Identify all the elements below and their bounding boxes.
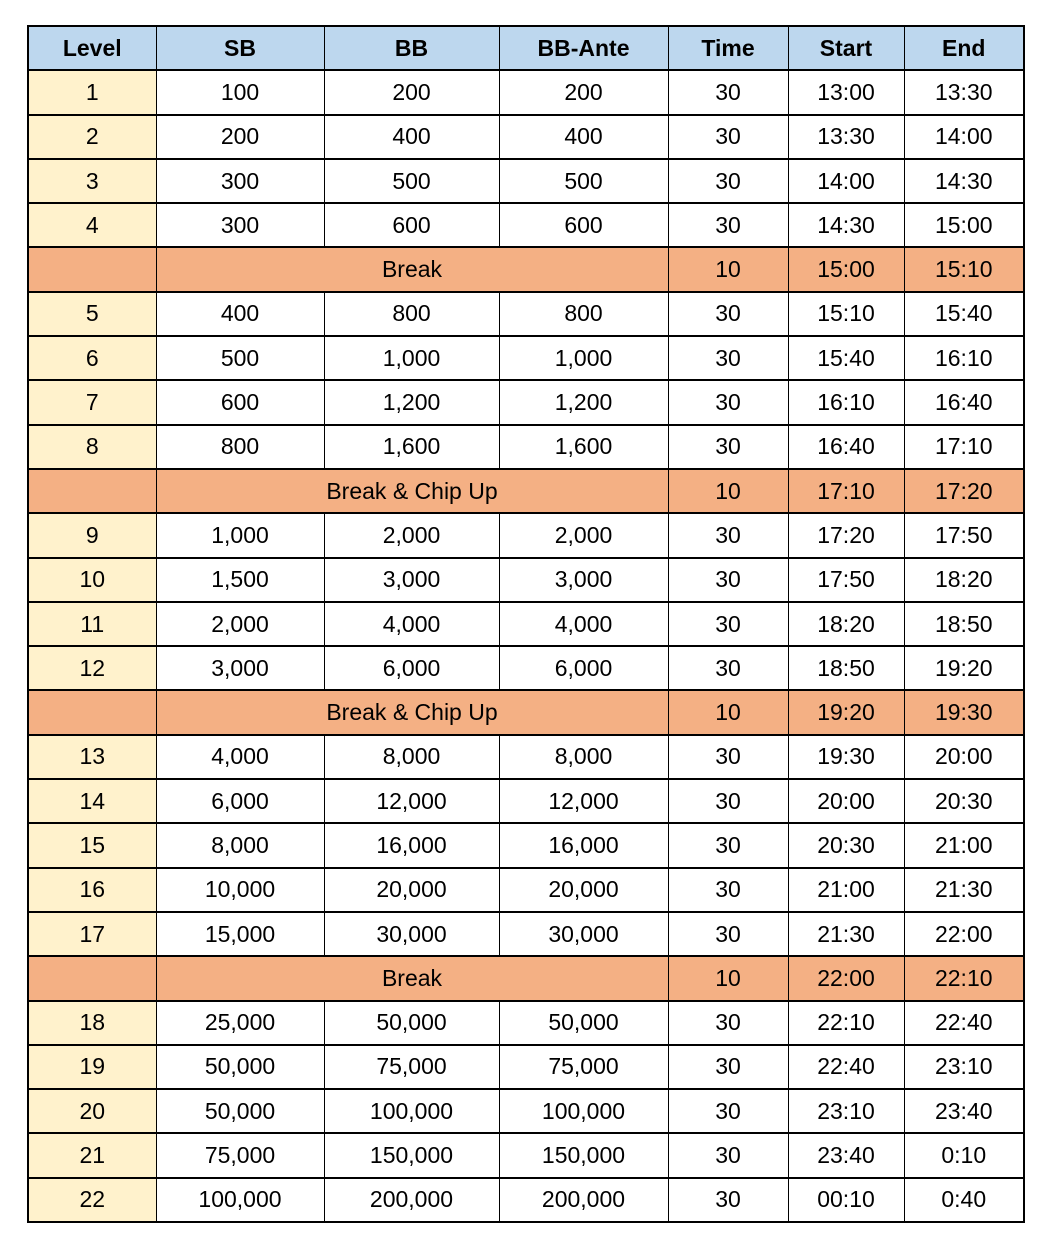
- bb-cell: 16,000: [324, 823, 499, 867]
- break-label-cell: Break: [156, 247, 668, 291]
- sb-cell: 3,000: [156, 646, 324, 690]
- end-cell: 23:10: [904, 1045, 1024, 1089]
- level-cell: 12: [28, 646, 156, 690]
- bb-cell: 200: [324, 70, 499, 114]
- level-row: [28, 513, 1024, 557]
- table-header: [28, 26, 1024, 70]
- level-cell: 14: [28, 779, 156, 823]
- sb-cell: 10,000: [156, 868, 324, 912]
- end-cell: 16:10: [904, 336, 1024, 380]
- level-cell: 21: [28, 1133, 156, 1177]
- bb-ante-cell: 600: [499, 203, 668, 247]
- bb-ante-cell: 16,000: [499, 823, 668, 867]
- bb-cell: 400: [324, 115, 499, 159]
- header-bb-ante: BB-Ante: [499, 26, 668, 70]
- sb-cell: 300: [156, 203, 324, 247]
- header-level: Level: [28, 26, 156, 70]
- bb-cell: 20,000: [324, 868, 499, 912]
- bb-cell: 12,000: [324, 779, 499, 823]
- level-row: [28, 203, 1024, 247]
- level-cell: 18: [28, 1001, 156, 1045]
- start-cell: 16:40: [788, 425, 904, 469]
- end-cell: 18:20: [904, 558, 1024, 602]
- bb-ante-cell: 100,000: [499, 1089, 668, 1133]
- level-row: [28, 646, 1024, 690]
- break-label-cell: Break & Chip Up: [156, 690, 668, 734]
- time-cell: 30: [668, 70, 788, 114]
- level-row: [28, 558, 1024, 602]
- level-cell: 9: [28, 513, 156, 557]
- level-cell: 15: [28, 823, 156, 867]
- end-cell: 17:50: [904, 513, 1024, 557]
- bb-ante-cell: 50,000: [499, 1001, 668, 1045]
- level-cell: 20: [28, 1089, 156, 1133]
- sb-cell: 50,000: [156, 1089, 324, 1133]
- bb-ante-cell: 12,000: [499, 779, 668, 823]
- start-cell: 00:10: [788, 1178, 904, 1222]
- break-row: [28, 469, 1024, 513]
- start-cell: 22:40: [788, 1045, 904, 1089]
- level-row: [28, 336, 1024, 380]
- level-row: [28, 823, 1024, 867]
- level-row: [28, 912, 1024, 956]
- time-cell: 30: [668, 558, 788, 602]
- end-cell: 23:40: [904, 1089, 1024, 1133]
- sb-cell: 8,000: [156, 823, 324, 867]
- time-cell: 30: [668, 823, 788, 867]
- start-cell: 22:10: [788, 1001, 904, 1045]
- bb-ante-cell: 2,000: [499, 513, 668, 557]
- end-cell: 14:30: [904, 159, 1024, 203]
- header-sb: SB: [156, 26, 324, 70]
- end-cell: 22:40: [904, 1001, 1024, 1045]
- bb-ante-cell: 200,000: [499, 1178, 668, 1222]
- break-end-cell: 15:10: [904, 247, 1024, 291]
- header-row: [28, 26, 1024, 70]
- end-cell: 18:50: [904, 602, 1024, 646]
- break-level-cell: [28, 690, 156, 734]
- sb-cell: 100: [156, 70, 324, 114]
- time-cell: 30: [668, 735, 788, 779]
- level-row: [28, 70, 1024, 114]
- level-cell: 2: [28, 115, 156, 159]
- bb-ante-cell: 30,000: [499, 912, 668, 956]
- end-cell: 16:40: [904, 380, 1024, 424]
- start-cell: 19:30: [788, 735, 904, 779]
- sb-cell: 25,000: [156, 1001, 324, 1045]
- bb-cell: 200,000: [324, 1178, 499, 1222]
- break-start-cell: 19:20: [788, 690, 904, 734]
- level-cell: 19: [28, 1045, 156, 1089]
- level-cell: 16: [28, 868, 156, 912]
- end-cell: 20:30: [904, 779, 1024, 823]
- bb-cell: 8,000: [324, 735, 499, 779]
- break-end-cell: 17:20: [904, 469, 1024, 513]
- sb-cell: 6,000: [156, 779, 324, 823]
- bb-ante-cell: 3,000: [499, 558, 668, 602]
- bb-ante-cell: 1,600: [499, 425, 668, 469]
- sb-cell: 800: [156, 425, 324, 469]
- time-cell: 30: [668, 1001, 788, 1045]
- header-time: Time: [668, 26, 788, 70]
- break-level-cell: [28, 469, 156, 513]
- end-cell: 17:10: [904, 425, 1024, 469]
- sb-cell: 4,000: [156, 735, 324, 779]
- end-cell: 15:00: [904, 203, 1024, 247]
- end-cell: 0:40: [904, 1178, 1024, 1222]
- start-cell: 17:50: [788, 558, 904, 602]
- start-cell: 14:00: [788, 159, 904, 203]
- bb-cell: 500: [324, 159, 499, 203]
- level-cell: 10: [28, 558, 156, 602]
- bb-cell: 2,000: [324, 513, 499, 557]
- time-cell: 30: [668, 380, 788, 424]
- level-cell: 13: [28, 735, 156, 779]
- start-cell: 23:40: [788, 1133, 904, 1177]
- level-row: [28, 1133, 1024, 1177]
- time-cell: 30: [668, 1045, 788, 1089]
- end-cell: 21:00: [904, 823, 1024, 867]
- end-cell: 14:00: [904, 115, 1024, 159]
- time-cell: 30: [668, 425, 788, 469]
- level-row: [28, 380, 1024, 424]
- time-cell: 30: [668, 646, 788, 690]
- start-cell: 13:30: [788, 115, 904, 159]
- bb-cell: 600: [324, 203, 499, 247]
- start-cell: 20:30: [788, 823, 904, 867]
- time-cell: 30: [668, 292, 788, 336]
- header-bb: BB: [324, 26, 499, 70]
- level-cell: 3: [28, 159, 156, 203]
- level-row: [28, 868, 1024, 912]
- break-row: [28, 247, 1024, 291]
- level-row: [28, 1178, 1024, 1222]
- level-row: [28, 1089, 1024, 1133]
- sb-cell: 200: [156, 115, 324, 159]
- bb-cell: 4,000: [324, 602, 499, 646]
- end-cell: 19:20: [904, 646, 1024, 690]
- bb-ante-cell: 1,000: [499, 336, 668, 380]
- bb-cell: 3,000: [324, 558, 499, 602]
- time-cell: 30: [668, 602, 788, 646]
- level-cell: 17: [28, 912, 156, 956]
- break-time-cell: 10: [668, 469, 788, 513]
- bb-ante-cell: 1,200: [499, 380, 668, 424]
- bb-cell: 150,000: [324, 1133, 499, 1177]
- break-time-cell: 10: [668, 690, 788, 734]
- bb-ante-cell: 400: [499, 115, 668, 159]
- sb-cell: 600: [156, 380, 324, 424]
- start-cell: 13:00: [788, 70, 904, 114]
- time-cell: 30: [668, 203, 788, 247]
- time-cell: 30: [668, 868, 788, 912]
- level-row: [28, 735, 1024, 779]
- table-body: [28, 70, 1024, 1222]
- level-row: [28, 292, 1024, 336]
- bb-cell: 30,000: [324, 912, 499, 956]
- end-cell: 22:00: [904, 912, 1024, 956]
- bb-ante-cell: 20,000: [499, 868, 668, 912]
- sb-cell: 50,000: [156, 1045, 324, 1089]
- header-end: End: [904, 26, 1024, 70]
- time-cell: 30: [668, 115, 788, 159]
- break-start-cell: 17:10: [788, 469, 904, 513]
- start-cell: 18:50: [788, 646, 904, 690]
- level-cell: 1: [28, 70, 156, 114]
- start-cell: 15:40: [788, 336, 904, 380]
- time-cell: 30: [668, 336, 788, 380]
- break-row: [28, 690, 1024, 734]
- header-start: Start: [788, 26, 904, 70]
- bb-ante-cell: 500: [499, 159, 668, 203]
- break-label-cell: Break: [156, 956, 668, 1000]
- end-cell: 20:00: [904, 735, 1024, 779]
- break-row: [28, 956, 1024, 1000]
- level-cell: 5: [28, 292, 156, 336]
- time-cell: 30: [668, 1089, 788, 1133]
- sb-cell: 2,000: [156, 602, 324, 646]
- blind-structure-table: [27, 25, 1025, 1223]
- break-end-cell: 19:30: [904, 690, 1024, 734]
- time-cell: 30: [668, 1133, 788, 1177]
- bb-cell: 50,000: [324, 1001, 499, 1045]
- level-cell: 7: [28, 380, 156, 424]
- bb-ante-cell: 150,000: [499, 1133, 668, 1177]
- bb-ante-cell: 8,000: [499, 735, 668, 779]
- sb-cell: 1,500: [156, 558, 324, 602]
- sb-cell: 1,000: [156, 513, 324, 557]
- bb-ante-cell: 4,000: [499, 602, 668, 646]
- break-time-cell: 10: [668, 247, 788, 291]
- break-start-cell: 15:00: [788, 247, 904, 291]
- sb-cell: 300: [156, 159, 324, 203]
- break-end-cell: 22:10: [904, 956, 1024, 1000]
- end-cell: 21:30: [904, 868, 1024, 912]
- level-cell: 6: [28, 336, 156, 380]
- level-cell: 22: [28, 1178, 156, 1222]
- bb-ante-cell: 75,000: [499, 1045, 668, 1089]
- level-row: [28, 602, 1024, 646]
- bb-cell: 1,200: [324, 380, 499, 424]
- level-row: [28, 115, 1024, 159]
- end-cell: 13:30: [904, 70, 1024, 114]
- level-cell: 11: [28, 602, 156, 646]
- sb-cell: 400: [156, 292, 324, 336]
- sb-cell: 15,000: [156, 912, 324, 956]
- bb-cell: 75,000: [324, 1045, 499, 1089]
- start-cell: 15:10: [788, 292, 904, 336]
- break-start-cell: 22:00: [788, 956, 904, 1000]
- level-row: [28, 779, 1024, 823]
- break-label-cell: Break & Chip Up: [156, 469, 668, 513]
- time-cell: 30: [668, 159, 788, 203]
- sb-cell: 100,000: [156, 1178, 324, 1222]
- break-level-cell: [28, 247, 156, 291]
- level-row: [28, 1001, 1024, 1045]
- bb-ante-cell: 800: [499, 292, 668, 336]
- level-row: [28, 425, 1024, 469]
- bb-cell: 1,000: [324, 336, 499, 380]
- time-cell: 30: [668, 1178, 788, 1222]
- level-cell: 4: [28, 203, 156, 247]
- break-level-cell: [28, 956, 156, 1000]
- bb-ante-cell: 6,000: [499, 646, 668, 690]
- start-cell: 17:20: [788, 513, 904, 557]
- bb-ante-cell: 200: [499, 70, 668, 114]
- start-cell: 21:30: [788, 912, 904, 956]
- level-row: [28, 1045, 1024, 1089]
- end-cell: 15:40: [904, 292, 1024, 336]
- time-cell: 30: [668, 779, 788, 823]
- start-cell: 23:10: [788, 1089, 904, 1133]
- start-cell: 21:00: [788, 868, 904, 912]
- level-row: [28, 159, 1024, 203]
- level-cell: 8: [28, 425, 156, 469]
- bb-cell: 100,000: [324, 1089, 499, 1133]
- start-cell: 20:00: [788, 779, 904, 823]
- bb-cell: 6,000: [324, 646, 499, 690]
- end-cell: 0:10: [904, 1133, 1024, 1177]
- time-cell: 30: [668, 513, 788, 557]
- time-cell: 30: [668, 912, 788, 956]
- break-time-cell: 10: [668, 956, 788, 1000]
- start-cell: 14:30: [788, 203, 904, 247]
- bb-cell: 800: [324, 292, 499, 336]
- start-cell: 16:10: [788, 380, 904, 424]
- sb-cell: 500: [156, 336, 324, 380]
- bb-cell: 1,600: [324, 425, 499, 469]
- sb-cell: 75,000: [156, 1133, 324, 1177]
- start-cell: 18:20: [788, 602, 904, 646]
